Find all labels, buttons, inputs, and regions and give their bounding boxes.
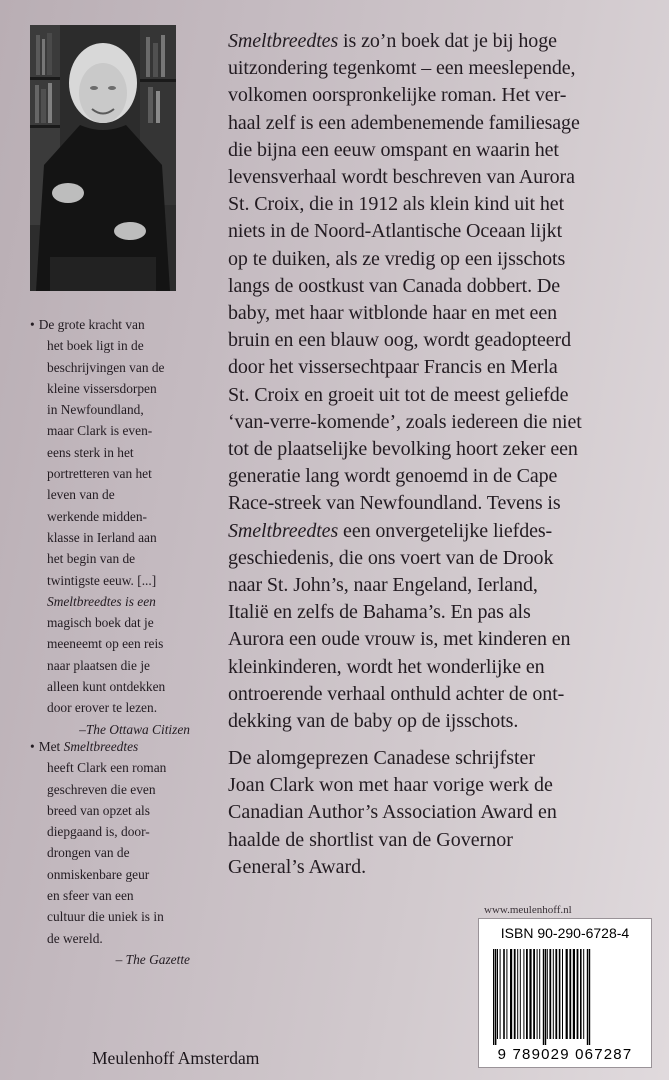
blurb-line: baby, met haar witblonde haar en met een <box>228 302 558 325</box>
bullet-icon: • <box>30 739 35 754</box>
author-line: De alomgeprezen Canadese schrijfster <box>228 747 536 769</box>
quote-line: het begin van de <box>47 551 136 567</box>
quote-line: kleine vissersdorpen <box>47 380 157 396</box>
author-line: General’s Award. <box>228 855 367 878</box>
review-quote-ottawa-citizen <box>30 314 190 740</box>
blurb-line: op te duiken, als ze vredig op een ijsschots <box>228 247 566 270</box>
blurb-line: bruin en een blauw oog, wordt geadopteerd <box>228 329 572 352</box>
quote-line: magisch boek dat je <box>47 615 154 631</box>
quote-line: twintigste eeuw. [...] <box>47 572 157 588</box>
quote-line: meeneemt op een reis <box>47 636 164 652</box>
quote-line: cultuur die uniek is in <box>47 909 164 925</box>
author-line: Canadian Author’s Association Award en <box>228 801 557 824</box>
quote-line: portretteren van het <box>47 466 152 482</box>
author-photo <box>30 25 176 291</box>
blurb-line: haal zelf is een adembenemende familiesage <box>228 111 580 134</box>
quote-line: Smeltbreedtes is een <box>47 593 156 609</box>
quote-line: geschreven die even <box>47 781 156 797</box>
blurb-line: uitzondering tegenkomt – een meeslepende, <box>228 57 576 80</box>
blurb-line: door het vissersechtpaar Francis en Merla <box>228 356 558 379</box>
blurb-line: geschiedenis, die ons voert van de Drook <box>228 546 554 569</box>
quote-line: eens sterk in het <box>47 444 134 460</box>
quote-line: door erover te lezen. <box>47 700 158 716</box>
blurb-line: Smeltbreedtes een onvergetelijke liefdes- <box>228 519 553 542</box>
quote-line: in Newfoundland, <box>47 402 144 418</box>
blurb-line: St. Croix, die in 1912 als klein kind uit het <box>228 193 565 216</box>
quote-line: klasse in Ierland aan <box>47 529 157 545</box>
blurb-line: St. Croix en groeit uit tot de meest geliefde <box>228 383 569 406</box>
blurb-line: dekking van de baby op de ijsschots. <box>228 710 519 733</box>
blurb-line: volkomen oorspronkelijke roman. Het ver- <box>228 84 567 107</box>
quote-line: breed van opzet als <box>47 802 150 818</box>
blurb-line: kleinkinderen, wordt het wonderlijke en <box>228 655 545 678</box>
quote-line: alleen kunt ontdekken <box>47 679 166 695</box>
quote-source: – The Gazette <box>115 951 190 967</box>
isbn-number: ISBN 90-290-6728-4 <box>500 925 630 941</box>
publisher-website: www.meulenhoff.nl <box>484 904 572 916</box>
quote-line: heeft Clark een roman <box>47 760 167 776</box>
blurb-line: generatie lang wordt genoemd in de Cape <box>228 465 558 488</box>
blurb-line: ‘van-verre-komende’, zoals iedereen die niet <box>228 410 582 433</box>
author-photo-image <box>30 25 176 291</box>
blurb-line: ontroerende verhaal onthuld achter de ont- <box>228 682 565 705</box>
author-line: Joan Clark won met haar vorige werk de <box>228 774 553 797</box>
quote-line: onmiskenbare geur <box>47 866 150 882</box>
blurb-line: Race-streek van Newfoundland. Tevens is <box>228 492 561 515</box>
quote-line: naar plaatsen die je <box>47 657 150 673</box>
quote-line: Met Smeltbreedtes <box>38 739 139 754</box>
barcode-digits: 9 789029 067287 <box>497 1046 633 1063</box>
author-line: haalde de shortlist van de Governor <box>228 828 513 851</box>
quote-line: het boek ligt in de <box>47 338 144 354</box>
blurb-line: Aurora een oude vrouw is, met kinderen en <box>228 628 571 651</box>
author-paragraph <box>228 745 648 881</box>
blurb-line: Smeltbreedtes is zo’n boek dat je bij hoge <box>228 30 557 52</box>
quote-line: leven van de <box>47 487 115 503</box>
bullet-icon: • <box>30 317 35 332</box>
publisher-name: Meulenhoff Amsterdam <box>92 1048 260 1068</box>
quote-line: maar Clark is even- <box>47 423 153 439</box>
isbn-barcode <box>478 918 652 1068</box>
quote-line: en sfeer van een <box>47 888 134 904</box>
blurb-line: die bijna een eeuw omspant en waarin het <box>228 138 559 161</box>
quote-line: De grote kracht van <box>38 317 145 332</box>
blurb-line: tot de plaatselijke bevolking hoort zeker een <box>228 438 578 461</box>
book-blurb <box>228 28 648 735</box>
blurb-line: Italië en zelfs de Bahama’s. En pas als <box>228 601 531 624</box>
quote-line: diepgaand is, door- <box>47 824 150 840</box>
quote-line: beschrijvingen van de <box>47 359 165 375</box>
quote-line: de wereld. <box>47 930 103 946</box>
blurb-line: niets in de Noord-Atlantische Oceaan lijkt <box>228 220 563 243</box>
barcode-bars <box>489 949 641 1045</box>
quote-line: werkende midden- <box>47 508 148 524</box>
blurb-line: naar St. John’s, naar Engeland, Ierland, <box>228 574 538 597</box>
blurb-line: langs de oostkust van Canada dobbert. De <box>228 274 561 297</box>
blurb-line: levensverhaal wordt beschreven van Aurora <box>228 166 575 189</box>
quote-source: –The Ottawa Citizen <box>79 721 190 737</box>
review-quote-the-gazette <box>30 736 190 970</box>
quote-line: drongen van de <box>47 845 130 861</box>
